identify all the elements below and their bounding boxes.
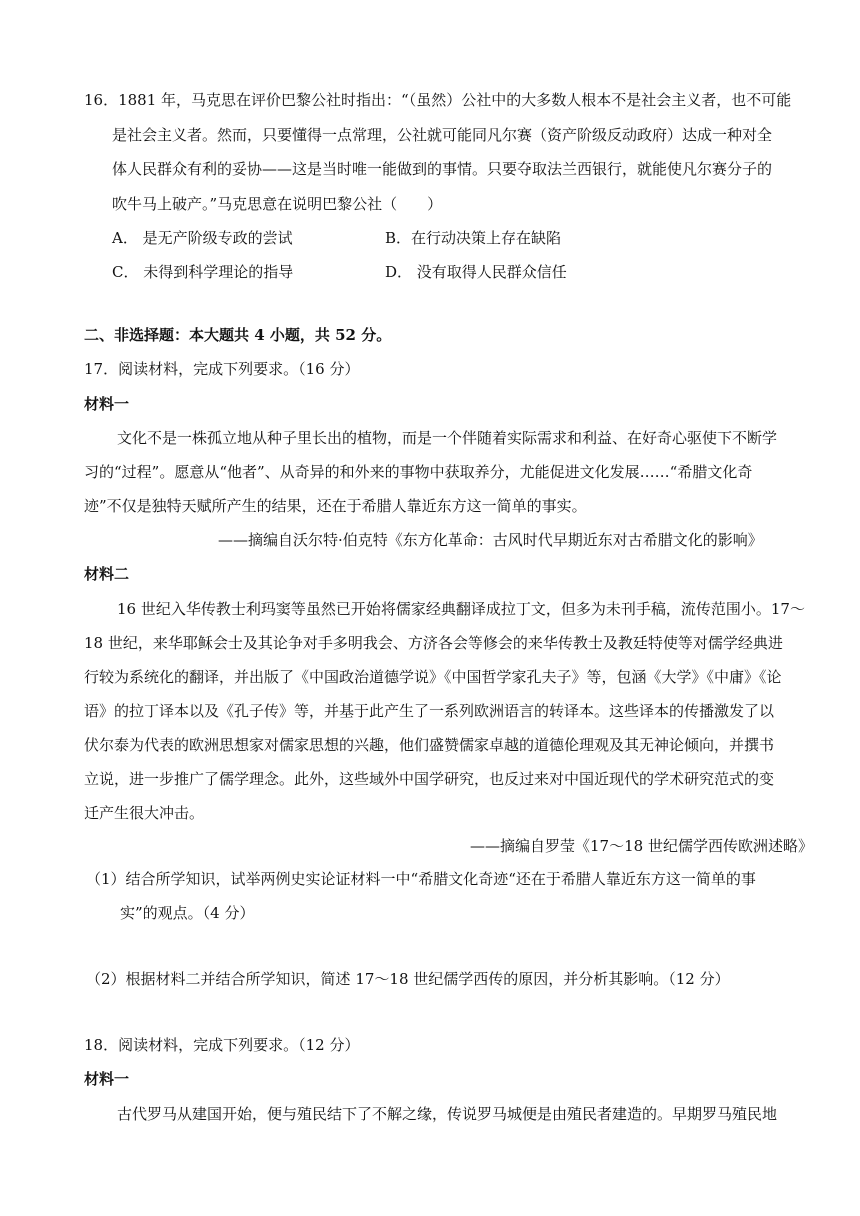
q17-material1-line-3: 迹”不仅是独特天赋所产生的结果，还在于希腊人靠近东方这一简单的事实。 — [84, 497, 587, 515]
q17-material2-line-1: 16 世纪入华传教士利玛窦等虽然已开始将儒家经典翻译成拉丁文，但多为未刊手稿，流传范围小。17～ — [117, 600, 805, 618]
q17-material1-line-2: 习的“过程”。愿意从“他者”、从奇异的和外来的事物中获取养分，尤能促进文化发展……“希腊文化奇 — [84, 463, 753, 481]
q17-material1-line-1: 文化不是一株孤立地从种子里长出的植物，而是一个伴随着实际需求和利益、在好奇心驱使下不断学 — [117, 429, 778, 447]
q17-material2-label: 材料二 — [84, 565, 130, 583]
q16-option-a: A． 是无产阶级专政的尝试 — [112, 229, 293, 247]
q17-material2-source: ——摘编自罗莹《17～18 世纪儒学西传欧洲述略》 — [470, 837, 813, 855]
q16-option-b: B．在行动决策上存在缺陷 — [385, 229, 562, 247]
q17-material2-line-7: 迁产生很大冲击。 — [84, 804, 205, 822]
section2-title: 二、非选择题：本大题共 4 小题，共 52 分。 — [84, 326, 392, 344]
q17-material2-line-5: 伏尔泰为代表的欧洲思想家对儒家思想的兴趣，他们盛赞儒家卓越的道德伦理观及其无神论倾向，并撰书 — [84, 736, 775, 754]
q18-material1-label: 材料一 — [84, 1070, 130, 1088]
q17-subquestion-1-line-1: （1）结合所学知识，试举两例史实论证材料一中“希腊文化奇迹“还在于希腊人靠近东方这一简单的事 — [86, 870, 756, 888]
q17-material2-line-4: 语》的拉丁译本以及《孔子传》等，并基于此产生了一系列欧洲语言的转译本。这些译本的传播激发了以 — [84, 702, 775, 720]
q17-material1-label: 材料一 — [84, 395, 130, 413]
q17-material2-line-3: 行较为系统化的翻译，并出版了《中国政治道德学说》《中国哲学家孔夫子》等，包涵《大学》《中庸》《论 — [84, 668, 782, 686]
q17-subquestion-2: （2）根据材料二并结合所学知识，简述 17～18 世纪儒学西传的原因，并分析其影响。（12 分） — [86, 970, 730, 988]
q18-material1-line-1: 古代罗马从建国开始，便与殖民结下了不解之缘，传说罗马城便是由殖民者建造的。早期罗马殖民地 — [117, 1105, 778, 1123]
q17-material2-line-2: 18 世纪，来华耶稣会士及其论争对手多明我会、方济各会等修会的来华传教士及教廷特使等对儒学经典进 — [84, 634, 783, 652]
q16-line-2: 是社会主义者。然而，只要懂得一点常理，公社就可能同凡尔赛（资产阶级反动政府）达成一种对全 — [112, 126, 773, 144]
q17-subquestion-1-line-2: 实”的观点。（4 分） — [120, 904, 255, 922]
q17-material1-source: ——摘编自沃尔特·伯克特《东方化革命：古风时代早期近东对古希腊文化的影响》 — [218, 531, 763, 549]
q16-option-d: D． 没有取得人民群众信任 — [385, 263, 567, 281]
q16-option-c: C． 未得到科学理论的指导 — [112, 263, 294, 281]
q17-material2-line-6: 立说，进一步推广了儒学理念。此外，这些域外中国学研究，也反过来对中国近现代的学术研究范式的变 — [84, 770, 775, 788]
q18-title: 18．阅读材料，完成下列要求。（12 分） — [84, 1036, 360, 1054]
q17-title: 17．阅读材料，完成下列要求。（16 分） — [84, 360, 360, 378]
q16-line-3: 体人民群众有利的妥协——这是当时唯一能做到的事情。只要夺取法兰西银行，就能使凡尔赛分子的 — [112, 160, 773, 178]
q16-line-4: 吹牛马上破产。”马克思意在说明巴黎公社（ ） — [112, 195, 443, 213]
q16-line-1: 16．1881 年，马克思在评价巴黎公社时指出：“（虽然）公社中的大多数人根本不是社会主义者，也不可能 — [84, 91, 792, 109]
